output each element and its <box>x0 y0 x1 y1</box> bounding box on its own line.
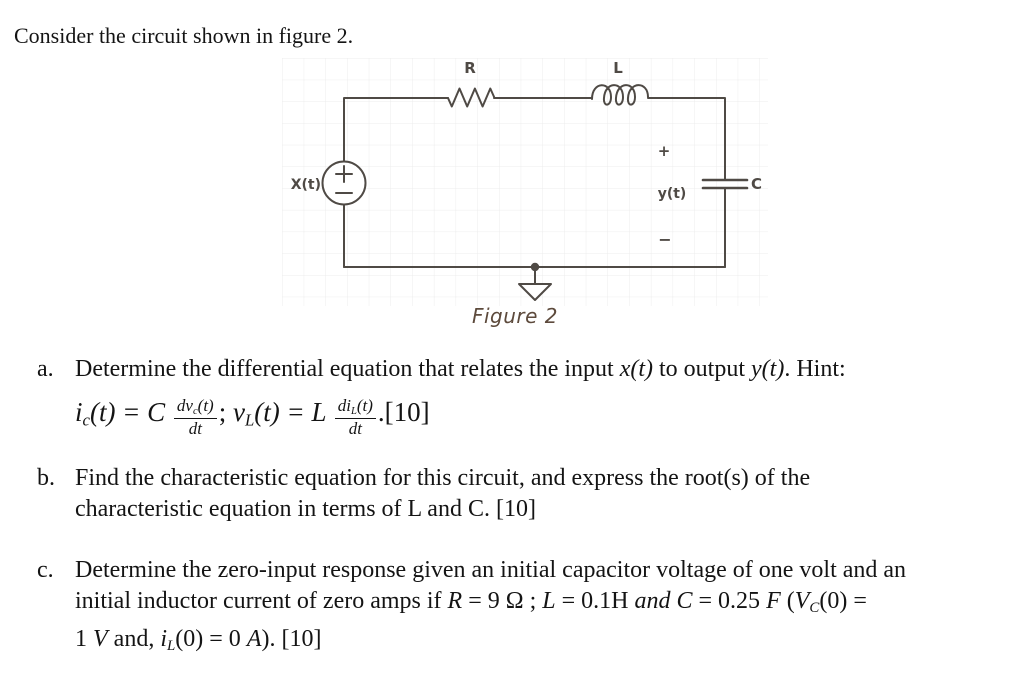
question-a-line-1: Determine the differential equation that relates the input x(t) to output y(t). Hint: <box>75 356 846 382</box>
output-plus-sign: + <box>657 142 671 160</box>
source-label: X(t) <box>290 177 321 193</box>
question-b-line-1: Find the characteristic equation for this circuit, and express the root(s) of the <box>75 465 811 491</box>
question-b-content <box>75 463 810 525</box>
resistor-label: R <box>464 59 476 77</box>
question-c-content <box>75 555 906 662</box>
question-a-label: a. <box>37 356 54 382</box>
question-b-line-2: characteristic equation in terms of L and C. [10] <box>75 496 536 522</box>
question-b <box>37 463 810 525</box>
question-a-equation: ic(t) = C $\frac{\text{dvc(t)}}{dt}$ ; vL(t) = L $\frac{\text{diL(t)}}{dt}$ .[10] <box>75 395 430 438</box>
question-c-label: c. <box>37 557 54 583</box>
question-c-line-3: 1 V and, iL(0) = 0 A). [10] <box>75 626 322 655</box>
capacitor-label: C <box>751 175 763 193</box>
question-c-line-2: initial inductor current of zero amps if R = 9 Ω ; L = 0.1H and C = 0.25 F (VC(0) = <box>75 588 867 617</box>
output-minus-sign: − <box>658 230 672 249</box>
output-label: y(t) <box>657 186 687 202</box>
question-a-content <box>75 354 846 444</box>
page-title: Consider the circuit shown in figure 2. <box>14 23 354 48</box>
circuit-figure <box>265 52 775 342</box>
question-c <box>37 555 906 662</box>
question-b-label: b. <box>37 465 55 491</box>
question-a <box>37 354 846 444</box>
circuit-diagram <box>265 52 775 342</box>
inductor-label: L <box>613 59 623 77</box>
figure-caption: Figure 2 <box>471 304 559 328</box>
question-c-line-1: Determine the zero-input response given an initial capacitor voltage of one volt and an <box>75 557 907 583</box>
